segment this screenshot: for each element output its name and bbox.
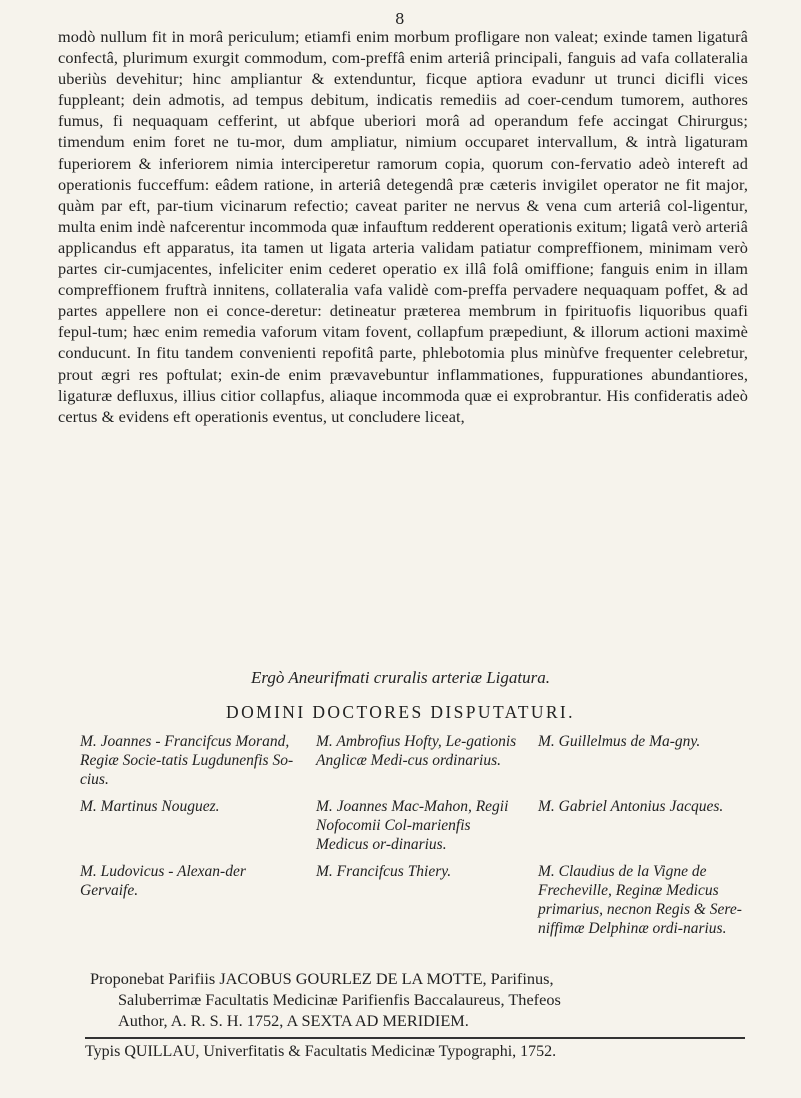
doctor-entry: M. Claudius de la Vigne de Frecheville, Reginæ Medicus primarius, necnon Regis & Sere-niffimæ Delphinæ ordi-narius. [538, 863, 742, 937]
doctor-entry: M. Ambrofius Hofty, Le-gationis Anglicæ Medi-cus ordinarius. [316, 733, 517, 769]
body-paragraph: modò nullum fit in morâ periculum; etiamfi enim morbum profligare non valeat; exinde tamen ligaturâ confectâ, plurimum exurgit commodum, com-preffâ enim arteriâ principali, fanguis ad vafa collateralia uberiùs devehitur; hinc ampliantur & extenduntur, ficque aptiora evadunr ut trunci dicifli vices fuppleant; dein admotis, ad tempus debitum, indicatis remediis ad coer-cendum tumorem, authores fumus, fi nequaquam cefferint, ut abfque uberiori morâ ad operandum fefe accingat Chirurgus; timendum enim foret ne tu-mor, dum ampliatur, nimium occuparet intervallum, & intrà ligaturam fuperiorem & inferiorem nimia interciperetur ramorum copia, quorum con-fervatio adeò intereft ad operationis fucceffum: eâdem ratione, in arteriâ detegendâ præ cæteris invigilet operator ne fit major, quàm par eft, par-tium vicinarum refectio; caveat pariter ne nervus & vena cum arteriâ col-ligentur, multa enim indè nafcerentur incommoda quæ infauftum redderent operationis exitum; ligatâ verò arteriâ applicandus eft apparatus, ita tamen ut ligata arteria validam patiatur compreffionem, minimam verò partes cir-cumjacentes, infeliciter enim cederet operatio ex illâ folâ omiffione; fanguis enim in illam compreffionem fruftrà innitens, collateralia vafa validè com-preffa pervadere nequaquam poffet, & ad partes appellere non ei conce-deretur: detineatur præterea membrum in fpirituofis liquoribus quafi fepul-tum; hæc enim remedia vaforum vitam fovent, collapfum præpediunt, & illorum actioni maximè conducunt. In fitu tandem convenienti repofitâ parte, phlebotomia plus minùfve frequenter celebretur, prout ægri res poftulat; exin-de enim prævavebuntur inflammationes, fuppurationes abundantiores, ligaturæ defluxus, illius citior collapfus, aliaque incommoda quæ ei exprobrantur. His confideratis adeò certus & evidens eft operationis eventus, ut concludere liceat, [58, 27, 748, 426]
divider-rule [85, 1037, 745, 1039]
printer-imprint: Typis QUILLAU, Univerfitatis & Facultatis Medicinæ Typographi, 1752. [85, 1043, 557, 1060]
doctor-entry: M. Joannes Mac-Mahon, Regii Nofocomii Col-marienfis Medicus or-dinarius. [316, 798, 509, 853]
page-number: 8 [395, 10, 405, 28]
doctors-heading: DOMINI DOCTORES DISPUTATURI. [226, 702, 575, 722]
doctor-entry: M. Gabriel Antonius Jacques. [538, 798, 724, 815]
doctor-entry: M. Joannes - Francifcus Morand, Regiæ Socie-tatis Lugdunenfis So-cius. [80, 733, 294, 788]
doctors-list [80, 732, 760, 938]
doctor-entry: M. Martinus Nouguez. [80, 798, 220, 815]
conclusion-line: Ergò Aneurifmati cruralis arteriæ Ligatura. [251, 668, 550, 687]
doctor-entry: M. Guillelmus de Ma-gny. [538, 733, 701, 750]
doctor-entry: M. Francifcus Thiery. [316, 863, 452, 880]
proposal-line-2: Saluberrimæ Facultatis Medicinæ Parifienfis Baccalaureus, Thefeos [118, 990, 561, 1009]
doctor-entry: M. Ludovicus - Alexan-der Gervaife. [80, 863, 246, 899]
proposal-line-3: Author, A. R. S. H. 1752, A SEXTA AD MERIDIEM. [118, 1011, 469, 1030]
proposal-block [90, 968, 740, 1031]
proposal-line-1: Proponebat Parifiis JACOBUS GOURLEZ DE LA MOTTE, Parifinus, [90, 969, 554, 988]
